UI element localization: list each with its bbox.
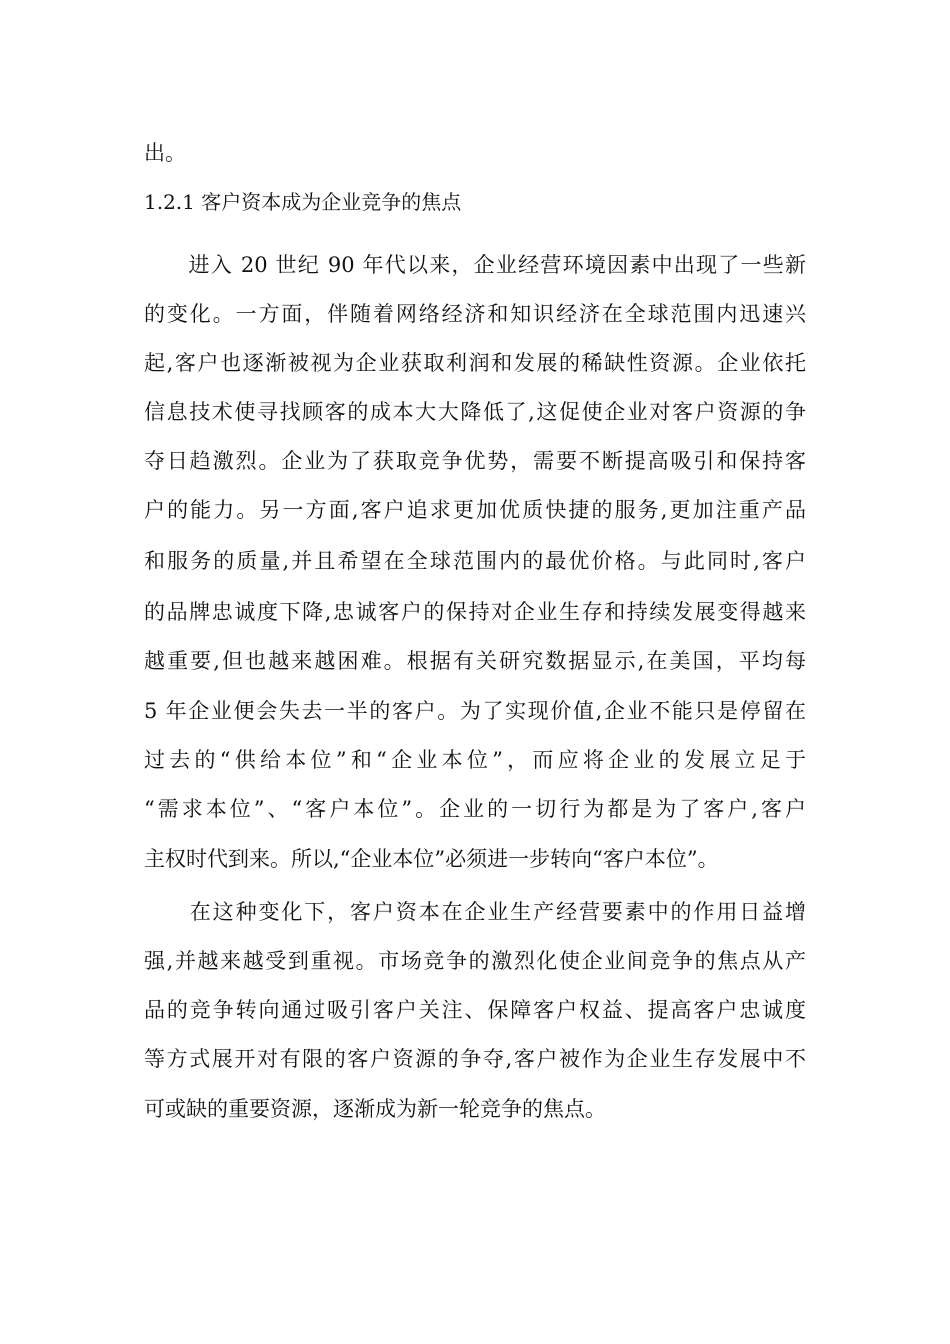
paragraph-line: 等方式展开对有限的客户资源的争夺,客户被作为企业生存发展中不 <box>144 1047 806 1071</box>
paragraph-line: “需求本位”、“客户本位”。企业的一切行为都是为了客户,客户 <box>144 797 806 821</box>
continuation-line: 出。 <box>144 141 186 165</box>
paragraph-line: 的变化。一方面，伴随着网络经济和知识经济在全球范围内迅速兴 <box>144 302 806 326</box>
paragraph-line: 信息技术使寻找顾客的成本大大降低了,这促使企业对客户资源的争 <box>144 400 806 424</box>
paragraph-line: 主权时代到来。所以,“企业本位”必须进一步转向“客户本位”。 <box>144 847 719 871</box>
paragraph-line: 在这种变化下，客户资本在企业生产经营要素中的作用日益增 <box>144 900 806 924</box>
paragraph-line: 夺日趋激烈。企业为了获取竞争优势，需要不断提高吸引和保持客 <box>144 449 806 473</box>
paragraph-line: 起,客户也逐渐被视为企业获取利润和发展的稀缺性资源。企业依托 <box>144 351 806 375</box>
paragraph-line: 的品牌忠诚度下降,忠诚客户的保持对企业生存和持续发展变得越来 <box>144 600 806 624</box>
paragraph-line: 可或缺的重要资源，逐渐成为新一轮竞争的焦点。 <box>144 1097 606 1121</box>
paragraph-line: 进入 20 世纪 90 年代以来，企业经营环境因素中出现了一些新 <box>144 253 806 277</box>
paragraph-line: 强,并越来越受到重视。市场竞争的激烈化使企业间竞争的焦点从产 <box>144 949 806 973</box>
section-heading: 1.2.1 客户资本成为企业竞争的焦点 <box>144 190 462 214</box>
paragraph-line: 和服务的质量,并且希望在全球范围内的最优价格。与此同时,客户 <box>144 549 806 573</box>
paragraph-line: 品的竞争转向通过吸引客户关注、保障客户权益、提高客户忠诚度 <box>144 998 806 1022</box>
paragraph-line: 过去的“供给本位”和“企业本位”，而应将企业的发展立足于 <box>144 748 806 772</box>
paragraph-line: 越重要,但也越来越困难。根据有关研究数据显示,在美国，平均每 <box>144 649 806 673</box>
paragraph-line: 户的能力。另一方面,客户追求更加优质快捷的服务,更加注重产品 <box>144 498 806 522</box>
paragraph-line: 5 年企业便会失去一半的客户。为了实现价值,企业不能只是停留在 <box>144 699 806 723</box>
